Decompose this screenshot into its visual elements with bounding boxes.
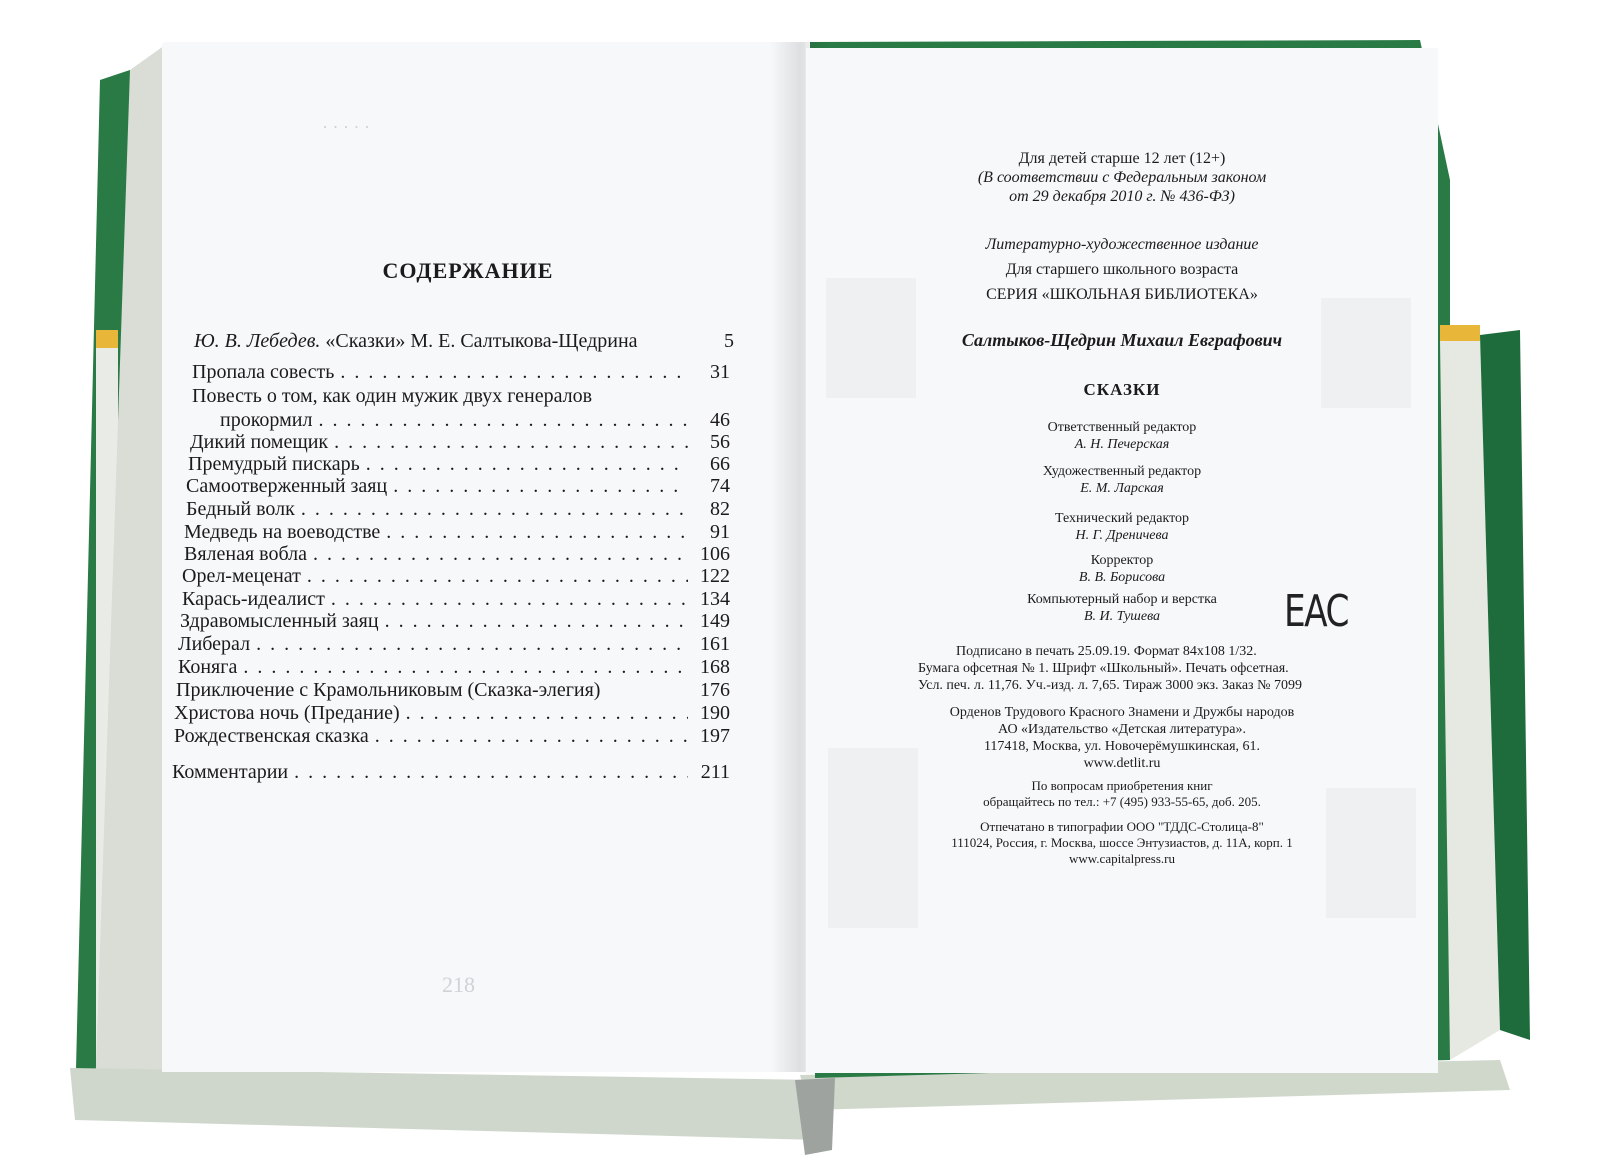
toc-entry: Христова ночь (Предание) . . . 190 bbox=[174, 701, 730, 725]
credit-name: А. Н. Печерская bbox=[1074, 437, 1170, 452]
toc-entry: Рождественская сказка . . . 197 bbox=[174, 724, 730, 748]
toc-entry: Коняга . . . 168 bbox=[178, 655, 730, 679]
toc-entry: Дикий помещик . . . 56 bbox=[190, 430, 730, 454]
toc-intro-row bbox=[194, 329, 734, 353]
toc-entry: Здравомысленный заяц . . . 149 bbox=[180, 609, 730, 633]
age-law-line: (В соответствии с Федеральным законом bbox=[977, 169, 1267, 186]
show-through-page-number: 218 bbox=[442, 972, 475, 997]
toc-entry: Самоотверженный заяц . . . 74 bbox=[186, 474, 730, 498]
credit-role: Компьютерный набор и верстка bbox=[1027, 592, 1217, 607]
toc-entry: прокормил . . . 46 bbox=[220, 408, 730, 432]
left-page bbox=[162, 42, 805, 1072]
book-title: СКАЗКИ bbox=[1083, 380, 1161, 399]
toc-entry-comments: Комментарии . . . 211 bbox=[172, 760, 730, 784]
eac-mark-logo: EAC bbox=[1284, 586, 1348, 637]
printer-website: www.capitalpress.ru bbox=[1068, 851, 1175, 866]
toc-entry: Пропала совесть . . . 31 bbox=[192, 360, 730, 384]
publisher-line: АО «Издательство «Детская литература». bbox=[998, 722, 1246, 737]
show-through-text: · · · · · bbox=[322, 117, 370, 137]
imprint-line: Бумага офсетная № 1. Шрифт «Школьный». Печать офсетная. bbox=[918, 661, 1289, 676]
credit-name: Е. М. Ларская bbox=[1080, 481, 1164, 496]
toc-entry: Вяленая вобла . . . 106 bbox=[184, 542, 730, 566]
purchase-line: обращайтесь по тел.: +7 (495) 933-55-65, доб. 205. bbox=[983, 794, 1261, 809]
toc-intro-page: 5 bbox=[724, 330, 734, 352]
credit-name: Н. Г. Дреничева bbox=[1075, 528, 1169, 543]
toc-entry: Бедный волк . . . 82 bbox=[186, 497, 730, 521]
publisher-website: www.detlit.ru bbox=[1083, 756, 1161, 771]
credit-role: Корректор bbox=[1090, 553, 1154, 568]
imprint-line: Подписано в печать 25.09.19. Формат 84x108 1/32. bbox=[956, 644, 1257, 659]
toc-entry: Премудрый пискарь . . . 66 bbox=[188, 452, 730, 476]
toc-entry: Приключение с Крамольниковым (Сказка-элегия) 176 bbox=[176, 679, 730, 701]
age-rating-line: Для детей старше 12 лет (12+) bbox=[1018, 150, 1226, 167]
publisher-line: Орденов Трудового Красного Знамени и Дружбы народов bbox=[949, 705, 1295, 720]
toc-heading: СОДЕРЖАНИЕ bbox=[382, 258, 554, 283]
toc-entry: Медведь на воеводстве . . . 91 bbox=[184, 520, 730, 544]
printer-line: 111024, Россия, г. Москва, шоссе Энтузиастов, д. 11А, корп. 1 bbox=[951, 835, 1293, 850]
credit-role: Ответственный редактор bbox=[1047, 420, 1197, 435]
credit-role: Технический редактор bbox=[1054, 511, 1190, 526]
toc-entry: Повесть о том, как один мужик двух генералов bbox=[192, 385, 593, 407]
credit-role: Художественный редактор bbox=[1042, 464, 1202, 479]
credit-name: В. И. Тушева bbox=[1083, 609, 1161, 624]
printer-line: Отпечатано в типографии ООО "ТДДС-Столица-8" bbox=[980, 819, 1264, 834]
series-title: СЕРИЯ «ШКОЛЬНАЯ БИБЛИОТЕКА» bbox=[986, 286, 1258, 303]
toc-entry: Либерал . . . 161 bbox=[178, 632, 730, 656]
edition-type: Литературно-художественное издание bbox=[985, 236, 1259, 253]
purchase-line: По вопросам приобретения книг bbox=[1031, 778, 1213, 793]
imprint-line: Усл. печ. л. 11,76. Уч.-изд. л. 7,65. Тираж 3000 экз. Заказ № 7099 bbox=[918, 678, 1302, 693]
right-page bbox=[806, 48, 1438, 1073]
toc-intro-author: Ю. В. Лебедев. bbox=[194, 330, 321, 352]
toc-entry: Карась-идеалист . . . 134 bbox=[182, 587, 730, 611]
author-name: Салтыков-Щедрин Михаил Евграфович bbox=[961, 330, 1283, 350]
toc-entry: Орел-меценат . . . 122 bbox=[182, 564, 730, 588]
toc-intro-title: «Сказки» М. Е. Салтыкова-Щедрина bbox=[325, 330, 638, 352]
credit-name: В. В. Борисова bbox=[1078, 570, 1166, 585]
audience: Для старшего школьного возраста bbox=[1005, 261, 1239, 278]
age-law-date-line: от 29 декабря 2010 г. № 436-ФЗ) bbox=[1009, 188, 1235, 205]
publisher-line: 117418, Москва, ул. Новочерёмушкинская, 61. bbox=[983, 739, 1261, 754]
